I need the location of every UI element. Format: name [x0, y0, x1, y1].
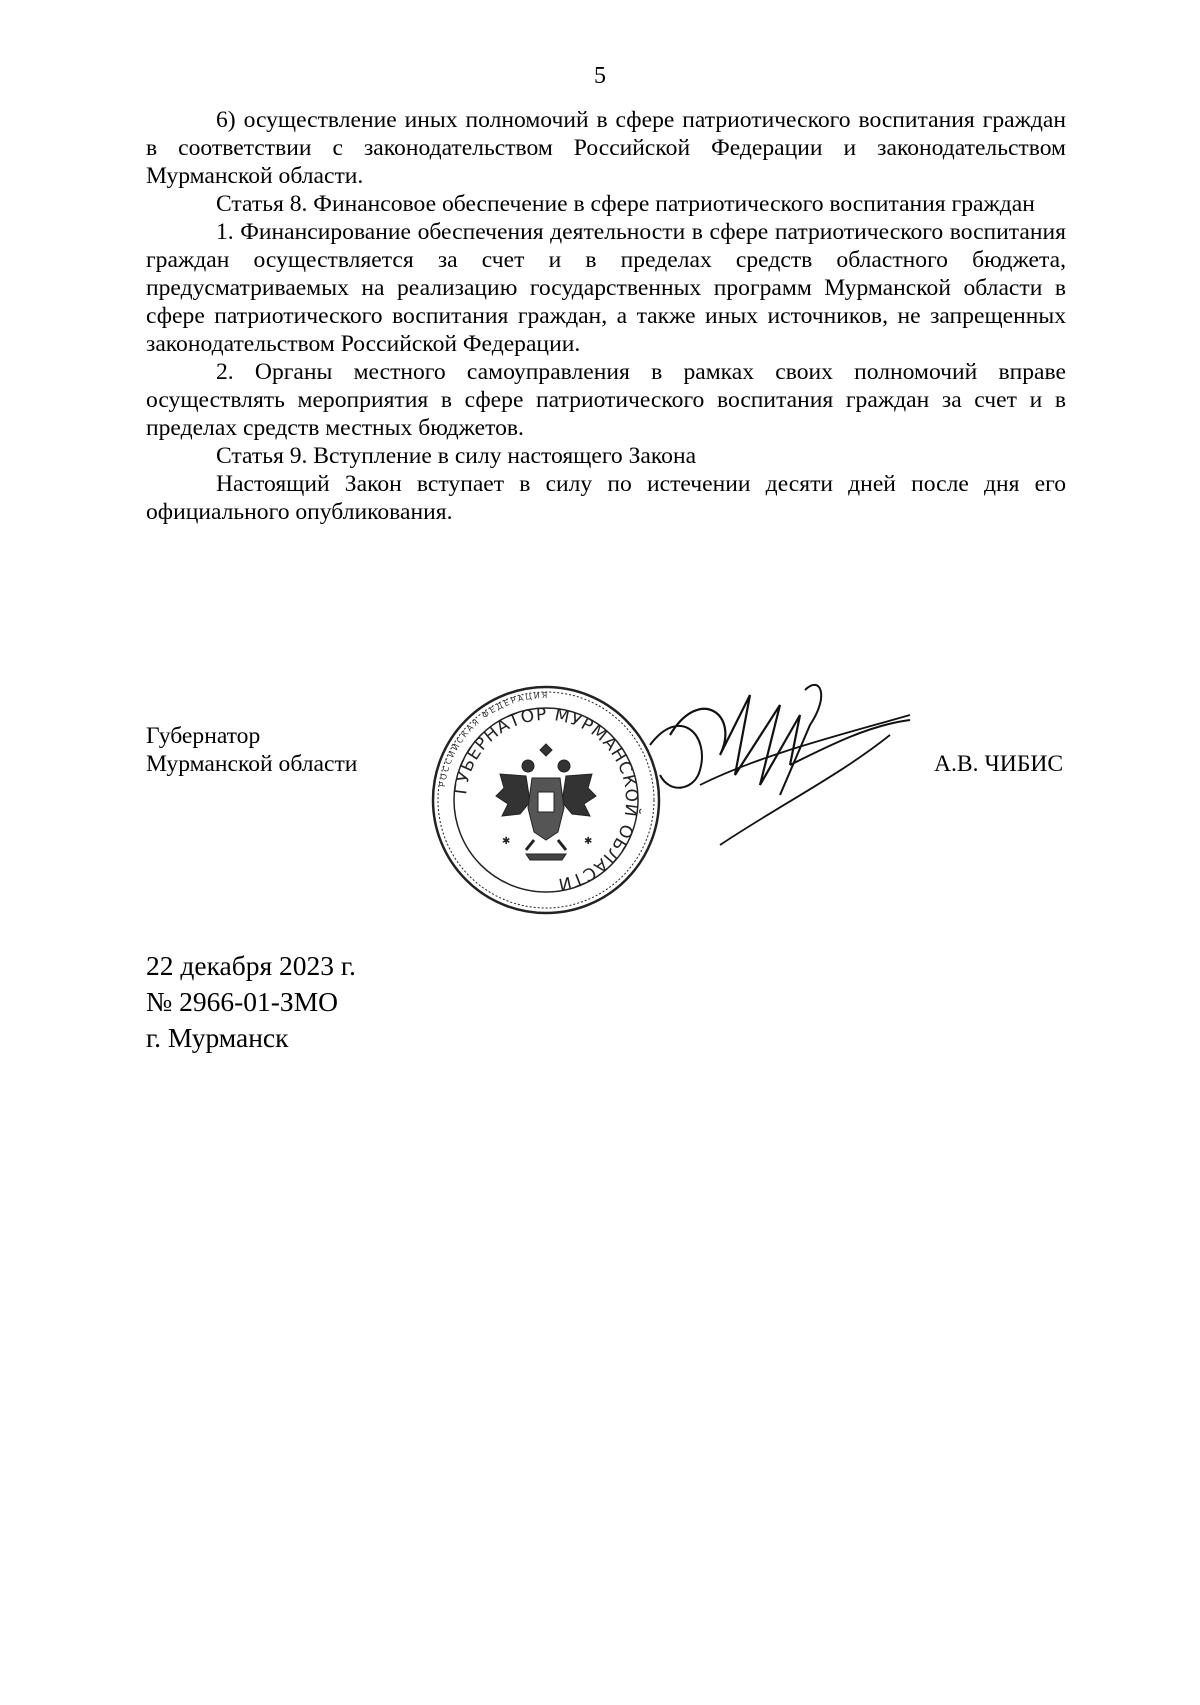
page-number: 5 [594, 63, 606, 89]
official-seal [430, 684, 662, 916]
document-footer [146, 948, 356, 1056]
article-8-paragraph-1: 1. Финансирование обеспечения деятельности в сфере патриотического воспитания граждан осуществляется за счет и в пределах средств областного бюджета, предусматриваемых на реализацию государственных программ Мурманской области в сфере патриотического воспитания граждан, а также иных источников, не запрещенных законодательством Российской Федерации. [146, 219, 1066, 357]
signatory-position [146, 722, 357, 778]
footer-date: 22 декабря 2023 г. [146, 950, 356, 981]
signatory-title: Губернатор [146, 723, 261, 749]
footer-number: № 2966-01-ЗМО [146, 986, 339, 1017]
document-body [146, 106, 1066, 526]
footer-city: г. Мурманск [146, 1022, 289, 1053]
article-8-heading: Статья 8. Финансовое обеспечение в сфере патриотического воспитания граждан [216, 191, 1035, 217]
seal-inner-text: ГУБЕРНАТОР МУРМАНСКОЙ ОБЛАСТИ [451, 704, 642, 895]
article-9-heading: Статья 9. Вступление в силу настоящего Закона [216, 443, 697, 469]
article-9-paragraph: Настоящий Закон вступает в силу по истечении десяти дней после дня его официального опубликования. [146, 471, 1066, 525]
signatory-name: А.В. ЧИБИС [934, 751, 1064, 777]
article-8-paragraph-2: 2. Органы местного самоуправления в рамках своих полномочий вправе осуществлять мероприятия в сфере патриотического воспитания граждан за счет и в пределах средств местных бюджетов. [146, 359, 1066, 441]
seal-outer-text: РОССИЙСКАЯ ФЕДЕРАЦИЯ [437, 690, 550, 788]
handwritten-signature [640, 675, 920, 865]
svg-text:✱: ✱ [584, 836, 593, 847]
paragraph-item-6: 6) осуществление иных полномочий в сфере патриотического воспитания граждан в соответствии с законодательством Российской Федерации и законодательством Мурманской области. [146, 107, 1066, 189]
eagle-emblem-icon [496, 744, 596, 860]
signatory-region: Мурманской области [146, 751, 358, 777]
svg-text:✱: ✱ [502, 836, 511, 847]
